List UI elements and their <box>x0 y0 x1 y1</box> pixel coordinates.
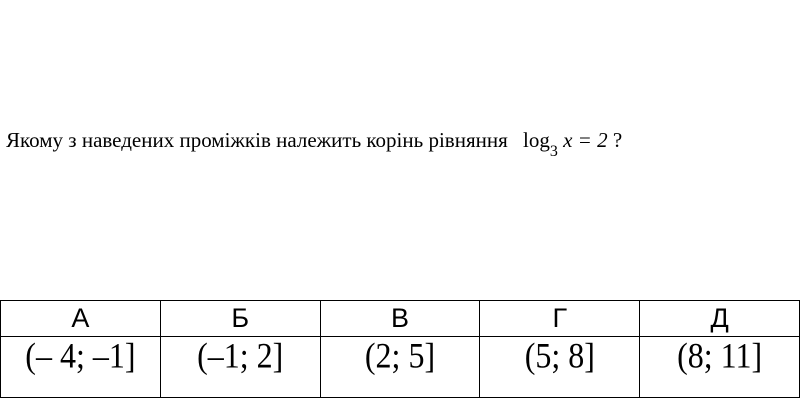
option-interval <box>320 334 480 398</box>
option-interval-text: (– 4; –1] <box>25 334 136 376</box>
option-interval-text: (–1; 2] <box>197 334 284 376</box>
option-interval <box>160 334 320 398</box>
option-interval <box>480 334 640 398</box>
options-values-row <box>1 337 800 398</box>
option-letter: А <box>1 301 161 337</box>
answer-options-table <box>0 300 800 398</box>
option-letter: Г <box>480 301 640 337</box>
question-label: Якому з наведених проміжків належить корінь рівняння <box>6 128 508 152</box>
option-interval-text: (2; 5] <box>364 334 436 376</box>
option-interval <box>1 334 161 398</box>
option-letter: Б <box>160 301 320 337</box>
equation <box>523 128 623 160</box>
question-mark: ? <box>612 128 623 152</box>
log-function: log <box>523 128 550 152</box>
question-text <box>6 128 623 160</box>
options-header-row <box>1 301 800 337</box>
option-interval <box>640 334 800 398</box>
option-letter: В <box>320 301 480 337</box>
log-base: 3 <box>549 143 558 160</box>
option-interval-text: (5; 8] <box>524 334 595 376</box>
option-letter: Д <box>640 301 800 337</box>
option-interval-text: (8; 11] <box>677 334 763 376</box>
equation-expression: x = 2 <box>563 128 608 152</box>
